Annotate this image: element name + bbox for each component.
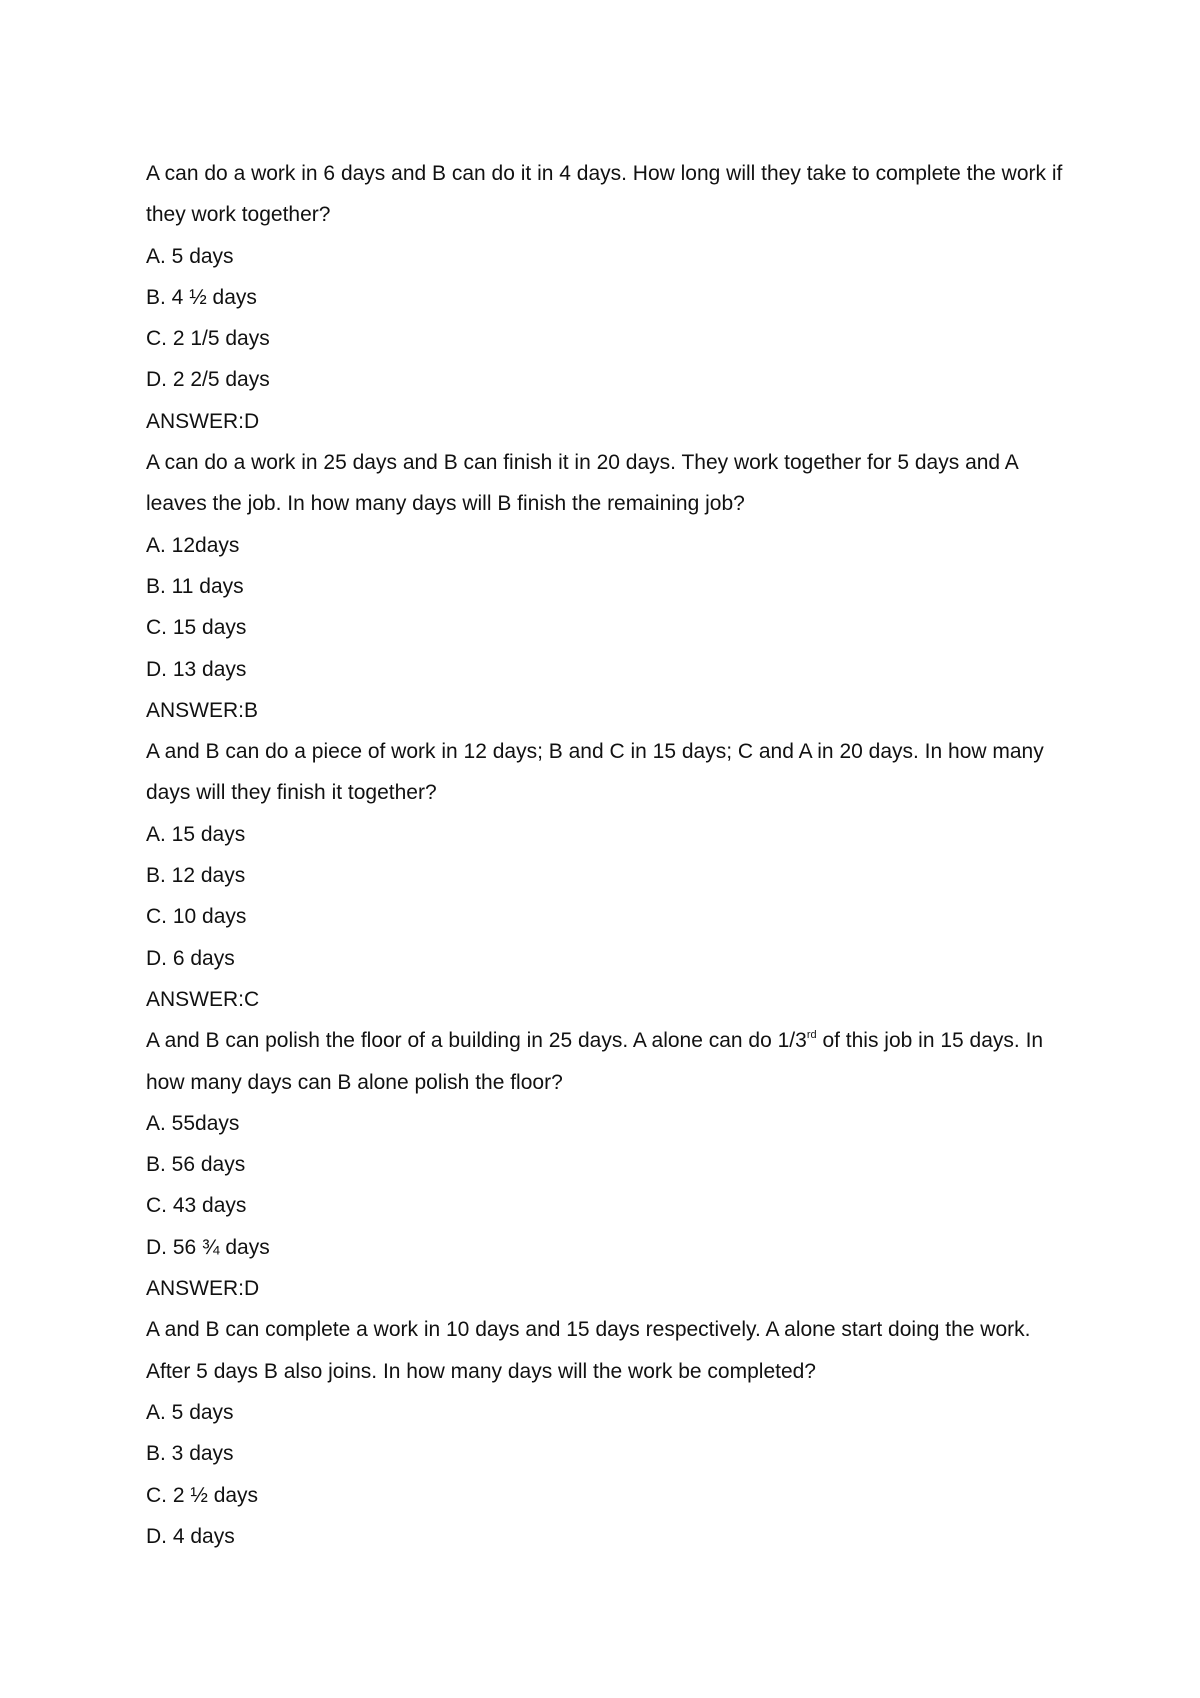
answer-line: ANSWER:D [146, 1277, 260, 1301]
question-text: A and B can complete a work in 10 days and 15 days respectively. A alone start doing the work. After 5 days B also joins. In how many days will the work be completed? [146, 1318, 1031, 1383]
option-d: D. 56 ¾ days [146, 1235, 270, 1259]
option-a: A. 5 days [146, 1400, 234, 1424]
option-b: B. 11 days [146, 574, 244, 598]
option-a: A. 12days [146, 533, 240, 557]
option-b: B. 4 ½ days [146, 285, 257, 309]
option-d: D. 6 days [146, 946, 235, 970]
option-a: A. 5 days [146, 244, 234, 268]
question-list [146, 153, 1076, 1557]
option-b: B. 56 days [146, 1153, 246, 1177]
question-text-part: A and B can polish the floor of a building in 25 days. A alone can do 1/3 [146, 1029, 807, 1053]
option-d: D. 4 days [146, 1524, 235, 1548]
question-block [146, 1309, 1076, 1557]
option-b: B. 12 days [146, 864, 246, 888]
answer-line: ANSWER:B [146, 698, 259, 722]
option-d: D. 13 days [146, 657, 247, 681]
option-a: A. 15 days [146, 822, 246, 846]
option-c: C. 15 days [146, 616, 247, 640]
question-block [146, 442, 1076, 731]
option-c: C. 43 days [146, 1194, 247, 1218]
answer-line: ANSWER:C [146, 987, 260, 1011]
question-text: A can do a work in 25 days and B can finish it in 20 days. They work together for 5 days and A leaves the job. In how many days will B finish the remaining job? [146, 451, 1018, 516]
question-block [146, 153, 1076, 442]
option-c: C. 2 1/5 days [146, 327, 270, 351]
question-text: A can do a work in 6 days and B can do it in 4 days. How long will they take to complete the work if they work together? [146, 162, 1063, 227]
option-d: D. 2 2/5 days [146, 368, 270, 392]
question-text: A and B can do a piece of work in 12 days; B and C in 15 days; C and A in 20 days. In how many days will they finish it together? [146, 740, 1044, 805]
ordinal-suffix: rd [806, 1029, 817, 1042]
question-block [146, 1020, 1076, 1309]
option-a: A. 55days [146, 1111, 240, 1135]
answer-line: ANSWER:D [146, 409, 260, 433]
option-c: C. 2 ½ days [146, 1483, 259, 1507]
question-block [146, 731, 1076, 1020]
option-b: B. 3 days [146, 1442, 234, 1466]
question-text [146, 1020, 1076, 1103]
option-c: C. 10 days [146, 905, 247, 929]
question-text-part: of this job in 15 days. In how many days can B alone polish the floor? [146, 1029, 1044, 1094]
